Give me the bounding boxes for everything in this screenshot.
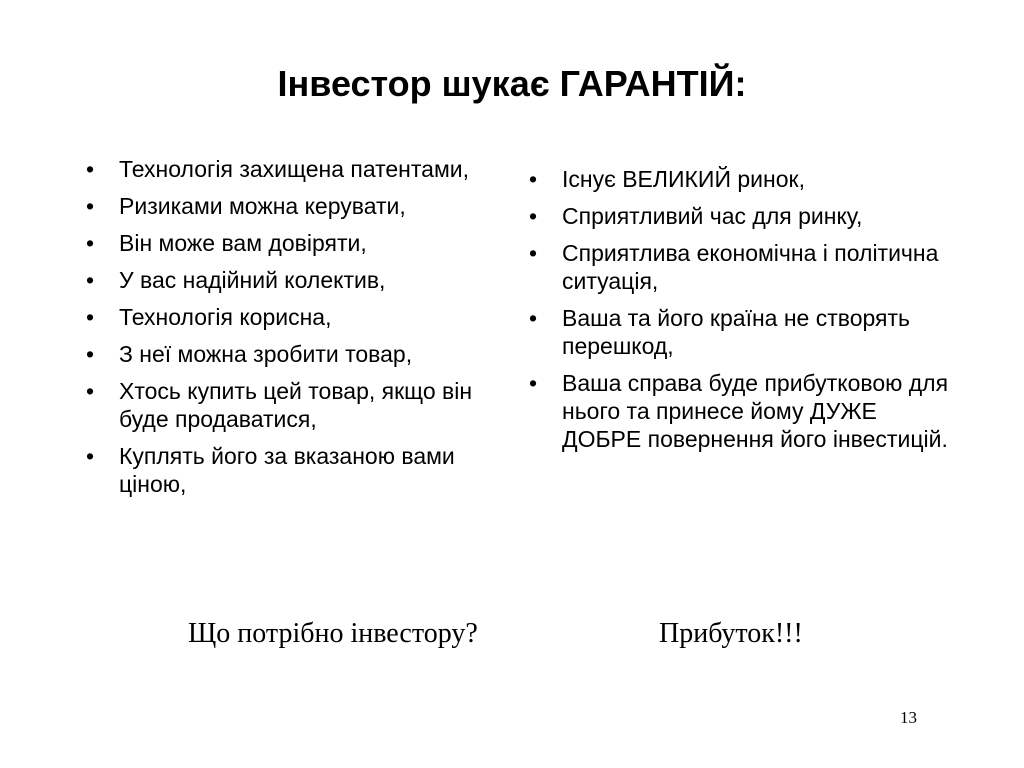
list-item	[519, 239, 959, 295]
list-item-text: Сприятливий час для ринку,	[562, 203, 863, 229]
bullet-icon: •	[86, 230, 95, 256]
right-bullet-list	[519, 165, 959, 462]
left-bullet-list	[76, 155, 516, 507]
list-item-text: Сприятлива економічна і політична ситуація,	[562, 240, 939, 294]
list-item	[76, 192, 516, 220]
list-item-text: У вас надійний колектив,	[119, 267, 386, 293]
page-number: 13	[900, 708, 917, 727]
bullet-icon: •	[529, 305, 538, 331]
list-item	[519, 202, 959, 230]
list-item-text: Куплять його за вказаною вами ціною,	[119, 443, 455, 497]
list-item-text: З неї можна зробити товар,	[119, 341, 413, 367]
list-item-text: Технологія корисна,	[119, 304, 332, 330]
list-item	[76, 340, 516, 368]
list-item	[519, 165, 959, 193]
list-item	[76, 377, 516, 433]
list-item	[519, 304, 959, 360]
list-item-text: Ваша та його країна не створять перешкод,	[562, 305, 911, 359]
list-item	[76, 303, 516, 331]
bullet-icon: •	[86, 378, 95, 404]
bullet-icon: •	[86, 341, 95, 367]
bullet-icon: •	[86, 267, 95, 293]
list-item	[76, 229, 516, 257]
list-item-text: Існує ВЕЛИКИЙ ринок,	[562, 166, 805, 192]
bullet-icon: •	[86, 304, 95, 330]
bullet-icon: •	[529, 240, 538, 266]
list-item	[519, 369, 959, 453]
bullet-icon: •	[529, 370, 538, 396]
list-item-text: Він може вам довіряти,	[119, 230, 367, 256]
list-item-text: Ризиками можна керувати,	[119, 193, 406, 219]
bullet-icon: •	[529, 203, 538, 229]
list-item-text: Хтось купить цей товар, якщо він буде продаватися,	[119, 378, 473, 432]
investor-answer: Прибуток!!!	[659, 618, 803, 649]
list-item	[76, 266, 516, 294]
bullet-icon: •	[86, 193, 95, 219]
list-item	[76, 155, 516, 183]
list-item-text: Ваша справа буде прибутковою для нього та принесе йому ДУЖЕ ДОБРЕ повернення його інвестицій.	[562, 370, 949, 452]
investor-question: Що потрібно інвестору?	[188, 618, 478, 649]
bullet-icon: •	[86, 443, 95, 469]
slide-title: Інвестор шукає ГАРАНТІЙ:	[277, 63, 747, 104]
bullet-icon: •	[86, 156, 95, 182]
list-item-text: Технологія захищена патентами,	[119, 156, 469, 182]
bullet-icon: •	[529, 166, 538, 192]
list-item	[76, 442, 516, 498]
